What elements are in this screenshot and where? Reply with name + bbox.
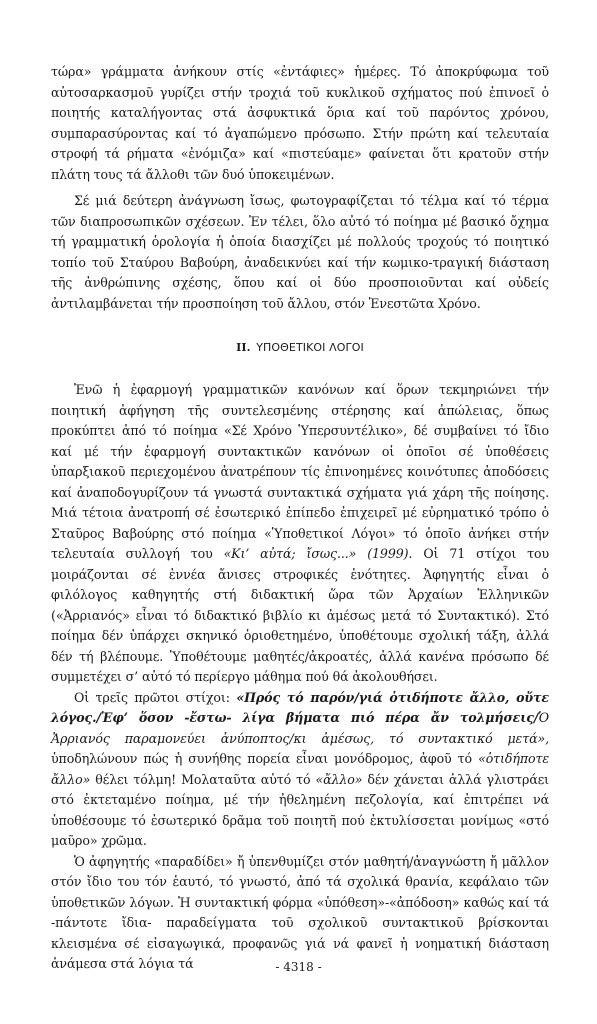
quote-bold: «Πρός τό παρόν/γιά ὁτιδήποτε ἄλλο, οὔτε λόγος./Ἐφ’ ὅσον -ἔστω- λίγα βήματα πιό πέρα ἄν τολμήσεις/ [51,689,549,725]
paragraph-2: Σέ μιά δεύτερη ἀνάγνωση ἴσως, φωτογραφίζεται τό τέλμα καί τό τέρμα τῶν διαπροσωπικῶν σχέσεων. Ἐν τέλει, ὅλο αὐτό τό ποίημα μέ βασικό ὄχημα τή γραμματική ὁρολογία ἡ ὁποία διασχίζει μέ πολλούς τροχούς τό ποιητικό τοπίο τοῦ Σταύρου Βαβούρη, ἀναδεικνύει καί τήν κωμικο-τραγική διάσταση τῆς ἀνθρώπινης σχέσης, ὅπου καί οἱ δύο προσποιοῦνται καί οὐδείς ἀντιλαμβάνεται τήν προσποίηση τοῦ ἄλλου, στόν Ἐνεστῶτα Χρόνο. [51,193,549,311]
paragraph-4-text-d: ὑποδηλώνουν πώς ἡ συνήθης πορεία εἶναι μονόδρομος, ἀφοῦ τό [51,751,479,766]
paragraph-3 [51,380,549,688]
paragraph-3-text-a: Ἐνῶ ἡ ἐφαρμογή γραμματικῶν κανόνων καί ὅρων τεκμηριώνει τήν ποιητική ἀφήγηση τῆς συντελεσμένης στέρησης καί ἀπώλειας, ὅπως προκύπτει ἀπό τό ποίημα «Σέ Χρόνο Ὑπερσυντέλικο», δέ συμβαίνει τό ἴδιο καί μέ τήν ἐφαρμογή συντακτικῶν κανόνων οἱ ὁποῖοι σέ ὑποθέσεις ὑπαρξιακοῦ περιεχομένου ἀνατρέπουν τίς ἐπινοημένες κοινότυπες ἀποδόσεις καί ἀναποδογυρίζουν τά γνωστά συντακτικά σχήματα γιά χάρη τῆς ποίησης. Μιά τέτοια ἀνατροπή σέ ἐσωτερικό ἐπίπεδο ἐπιχειρεῖ μέ εὐρηματικό τρόπο ὁ Σταῦρος Βαβούρης στό ποίημα «Ὑποθετικοί Λόγοι» τό ὁποῖο ἀνήκει στήν τελευταία συλλογή του [51,382,549,561]
collection-title: «Κι’ αὐτά; ἴσως...» (1999). [223,546,413,561]
paragraph-3-text-c: Οἱ 71 στίχοι του μοιράζονται σέ ἐννέα ἄνισες στροφικές ἑνότητες. Ἀφηγητής εἶναι ὁ φιλόλογος καθηγητής στή διδακτική ὥρα τῶν Ἀρχαίων Ἑλληνικῶν («Ἀρριανός» εἶναι τό διδακτικό βιβλίο κι ἀμέσως μετά τό Συντακτικό). Στό ποίημα δέν ὑπάρχει σκηνικό ὁριοθετημένο, ὑποθέτουμε σχολική τάξη, ἀλλά δέν τή βλέπουμε. Ὑποθέτουμε μαθητές/ἀκροατές, ἀλλά κανένα πρόσωπο δέ συμμετέχει σ’ αὐτό τό περίεργο μάθημα πού θά ἀκολουθήσει. [51,546,549,684]
quote-italic: Ὁ Ἀρριανός παραμονεύει ἀνύποπτος/κι ἀμέσως, τό συντακτικό μετά», [51,710,549,746]
section-heading [51,341,549,354]
page-number: - 4318 - [275,960,322,974]
paragraph-4 [51,688,549,852]
paragraph-4-text-h: δέν χάνεται ἀλλά γλιστράει στό ἐκτεταμένο ποίημα, μέ τήν ἠθελημένη πεζολογία, καί ἐπιτρέπει νά ὑποθέσουμε τό ἐσωτερικό δρᾶμα τοῦ ποιητῆ πού ἐκτυλίσσεται μονίμως «στό μαῦρο» χρῶμα. [51,771,550,848]
paragraph-4-text-f: θέλει τόλμη! Μολαταῦτα αὐτό τό [90,771,316,787]
section-title: ΥΠΟΘΕΤΙΚΟΙ ΛΟΓΟΙ [256,341,364,354]
paragraph-1: τώρα» γράμματα ἀνήκουν στίς «ἐντάφιες» ἡμέρες. Τό ἀποκρύφωμα τοῦ αὐτοσαρκασμοῦ γυρίζει στήν τροχιά τοῦ κυκλικοῦ σχήματος πού ἐπινοεῖ ὁ ποιητής καταλήγοντας στά ἀσφυκτικά ὅρια καί τοῦ παρόντος χρόνου, συμπαρασύροντας καί τό ἀγαπώμενο πρόσωπο. Στήν πρώτη καί τελευταία στροφή τά ρήματα «ἐνόμιζα» καί «πιστεύαμε» φαίνεται ὅτι κρατοῦν στήν πλάτη τους τά ἄλλοθι τῶν δυό ὑποκειμένων. [51,64,549,182]
section-number: ΙΙ. [236,341,251,354]
quote-allo: «ἄλλο» [315,771,363,787]
quote-otidipote: «ὁτιδήποτε ἄλλο» [51,751,549,787]
paragraph-5: Ὁ ἀφηγητής «παραδίδει» ἤ ὑπενθυμίζει στόν μαθητή/ἀναγνώστη ἤ μᾶλλον στόν ἴδιο του τόν ἑαυτό, τό γνωστό, ἀπό τά σχολικά θρανία, κεφάλαιο τῶν ὑποθετικῶν λόγων. Ἡ συντακτική φόρμα «ὑπόθεση»-«ἀπόδοση» καθώς καί τά -πάντοτε ἴδια- παραδείγματα τοῦ σχολικοῦ συντακτικοῦ βρίσκονται κλεισμένα σέ εἰσαγωγικά, προφανῶς γιά νά φανεῖ ἡ νοηματική διάσταση ἀνάμεσα στά λόγια τά [51,853,549,971]
paragraph-4-text-a: Οἱ τρεῖς πρῶτοι στίχοι: [74,689,237,705]
